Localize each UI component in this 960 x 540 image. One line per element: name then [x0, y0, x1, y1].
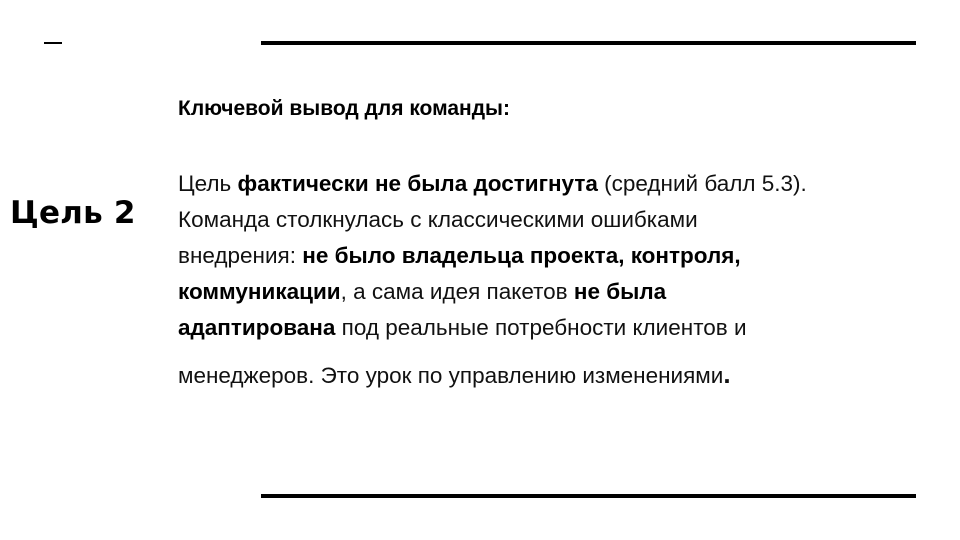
- slide-dash-mark: [44, 42, 62, 44]
- body-final-period: .: [723, 359, 731, 389]
- body-line-6: [178, 360, 938, 396]
- body-line-2: [178, 206, 938, 242]
- body-text-span: Цель: [178, 171, 238, 196]
- takeaway-body: [178, 170, 938, 396]
- body-text-span: , а сама идея пакетов: [340, 279, 574, 304]
- body-bold-span: не было владельца проекта, контроля,: [302, 243, 741, 268]
- goal-title: Цель 2: [10, 195, 136, 231]
- body-line-3: [178, 242, 938, 278]
- body-bold-span: фактически не была достигнута: [237, 171, 598, 196]
- body-text-span: Команда столкнулась с классическими ошибками: [178, 207, 698, 232]
- body-text-span: внедрения:: [178, 243, 303, 268]
- body-text-span: под реальные потребности клиентов и: [335, 315, 747, 340]
- body-line-4: [178, 278, 938, 314]
- body-bold-span: адаптирована: [178, 315, 336, 340]
- body-bold-span: коммуникации: [178, 279, 341, 304]
- bottom-divider: [261, 494, 916, 498]
- body-line-1: [178, 170, 938, 206]
- top-divider: [261, 41, 916, 45]
- body-text-span: менеджеров. Это урок по управлению изменениями: [178, 363, 724, 388]
- key-takeaway-heading: Ключевой вывод для команды:: [178, 97, 510, 120]
- body-bold-span: не была: [573, 279, 667, 304]
- body-line-5: [178, 314, 938, 350]
- body-text-span: (средний балл 5.3).: [597, 171, 807, 196]
